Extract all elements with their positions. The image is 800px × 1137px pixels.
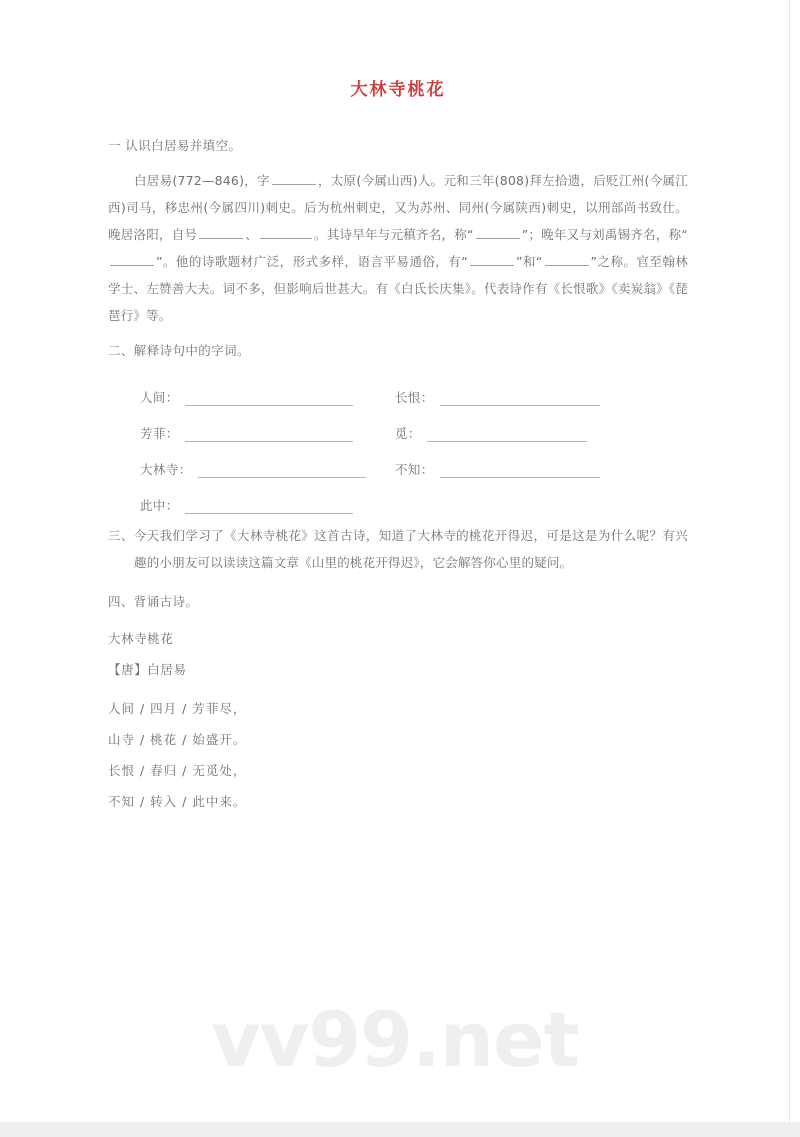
definition-answer-blank[interactable] [185,501,353,514]
poem-author: 【唐】白居易 [108,662,187,677]
definition-row [108,478,688,514]
section-three-heading: 三、今天我们学习了《大林寺桃花》这首古诗，知道了大林寺的桃花开得迟，可是这是为什么呢？有兴趣的小朋友可以读读这篇文章《山里的桃花开得迟》，它会解答你心里的疑问。 [108,528,688,570]
bio-text-part-2: ，太原(今属山西)人。元和三年(808)拜左拾遗，后贬江州(今属江西)司马，移忠州(今属四川)刺史。后为杭州刺史，又为苏州、同州(今属陕西)刺史，以刑部尚书致仕。晚居洛阳，自号 [108,173,688,242]
document-content [108,0,688,817]
definitions-block [108,370,688,514]
bio-text-part-7: ”和“ [515,254,543,269]
section-one-heading: 一 认识白居易并填空。 [108,138,242,153]
definition-label: 人间： [140,390,179,405]
definition-answer-blank[interactable] [440,465,600,478]
definition-label: 长恨： [395,390,434,405]
definition-label: 不知： [395,462,434,477]
poem-line: 人间 / 四月 / 芳菲尽， [108,701,247,716]
blank-courtesy-name[interactable] [272,171,316,185]
bio-text-part-6: ”。他的诗歌题材广泛，形式多样，语言平易通俗，有“ [156,254,468,269]
definition-answer-blank[interactable] [185,393,353,406]
definition-label: 芳菲： [140,426,179,441]
bio-text-part-3: 、 [245,227,259,242]
blank-title-yuanbai[interactable] [476,225,520,239]
blank-epithet-1[interactable] [470,252,514,266]
biography-paragraph [108,167,688,329]
poem-line: 山寺 / 桃花 / 始盛开。 [108,732,247,747]
page-bottom-band [0,1122,800,1137]
spacer [108,329,688,337]
blank-epithet-2[interactable] [545,252,589,266]
spacer [108,615,688,623]
definition-cell [140,390,395,406]
section-four-heading: 四、背诵古诗。 [108,594,199,609]
definition-cell [140,426,395,442]
definition-label: 此中： [140,498,179,513]
definition-cell [395,462,650,478]
site-watermark: vv99.net [211,995,579,1084]
spacer [108,576,688,588]
blank-title-liubai[interactable] [110,252,154,266]
poem-line: 长恨 / 春归 / 无觅处， [108,763,247,778]
spacer [108,685,688,693]
bio-text-part-1: 白居易(772—846)，字 [134,173,270,188]
spacer [108,159,688,167]
definition-label: 觅： [395,426,421,441]
blank-alias-1[interactable] [199,225,243,239]
definition-answer-blank[interactable] [198,465,366,478]
spacer [108,514,688,522]
bio-text-part-8: ”之称。官至翰林学士、左赞善大夫。词不多，但影响后世甚大。有《白氏长庆集》。代表诗作有《长恨歌》《卖炭翁》《琵琶行》等。 [108,254,688,323]
definition-answer-blank[interactable] [440,393,600,406]
definition-row [108,442,688,478]
definition-cell [140,498,395,514]
definition-label: 大林寺： [140,462,192,477]
definition-cell [395,390,650,406]
page-title: 大林寺桃花 [350,80,446,100]
definition-answer-blank[interactable] [427,429,587,442]
section-two-heading: 二、解释诗句中的字词。 [108,343,250,358]
bio-text-part-5: ”；晚年又与刘禹锡齐名，称“ [521,227,688,242]
bio-text-part-4: 。其诗早年与元稹齐名，称“ [314,227,474,242]
definition-cell [140,462,395,478]
poem-line: 不知 / 转入 / 此中来。 [108,794,247,809]
blank-alias-2[interactable] [260,225,312,239]
definition-row [108,370,688,406]
definition-answer-blank[interactable] [185,429,353,442]
definition-row [108,406,688,442]
poem-title: 大林寺桃花 [108,631,174,646]
definition-cell [395,426,650,442]
